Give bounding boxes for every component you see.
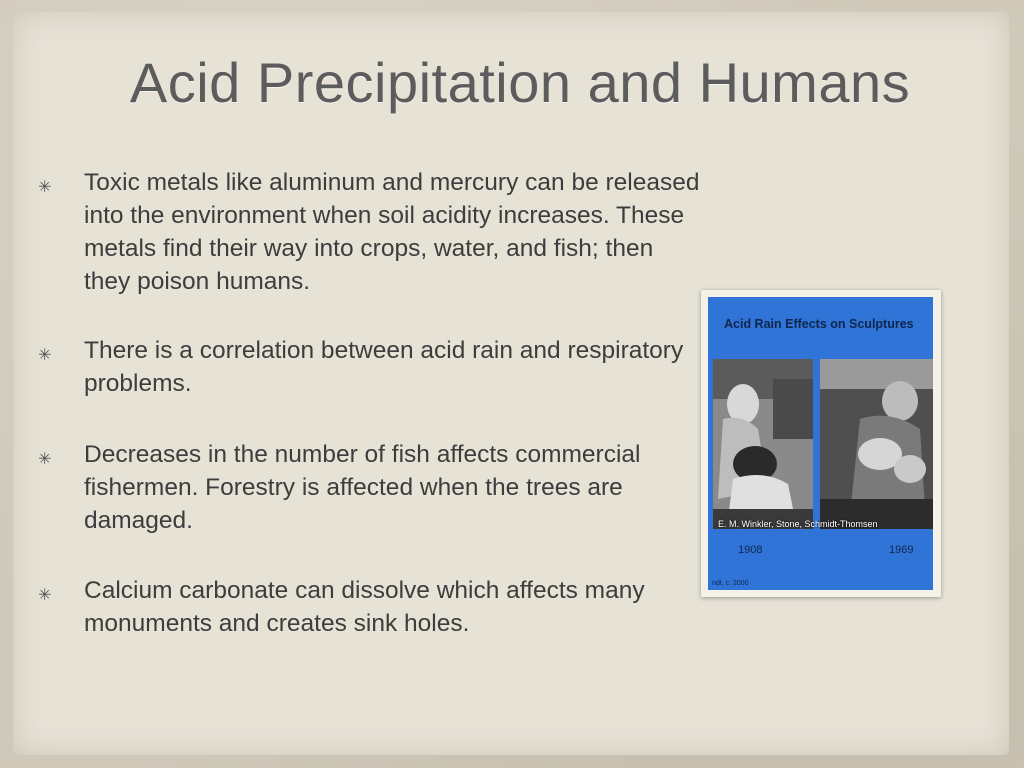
image-frame (701, 290, 941, 597)
figure-caption: E. M. Winkler, Stone, Schmidt-Thomsen (718, 519, 878, 529)
bullet-star-icon: ✳ (38, 451, 52, 468)
bullet-star-icon: ✳ (38, 587, 52, 604)
sculpture-photo-1908 (713, 359, 813, 529)
bullet-star-icon: ✳ (38, 347, 52, 364)
bullet-fishing-forestry: Decreases in the number of fish affects commercial fishermen. Forestry is affected when the trees are damaged. (84, 441, 641, 534)
bullet-respiratory: There is a correlation between acid rain and respiratory problems. (84, 337, 684, 397)
sculpture-figure (708, 297, 933, 590)
year-label-left: 1908 (738, 544, 763, 556)
figure-credit: ndt, c. 2000 (712, 580, 749, 587)
year-label-right: 1969 (889, 544, 914, 556)
bullet-calcium-carbonate: Calcium carbonate can dissolve which affects many monuments and creates sink holes. (84, 577, 645, 637)
bullet-star-icon: ✳ (38, 179, 52, 196)
sculpture-photo-1969 (820, 359, 933, 529)
bullet-toxic-metals: Toxic metals like aluminum and mercury can be released into the environment when soil acidity increases. These metals find their way into crops, water, and fish; then they poison humans. (84, 169, 700, 295)
figure-title: Acid Rain Effects on Sculptures (724, 317, 914, 331)
slide-title: Acid Precipitation and Humans (129, 51, 911, 114)
